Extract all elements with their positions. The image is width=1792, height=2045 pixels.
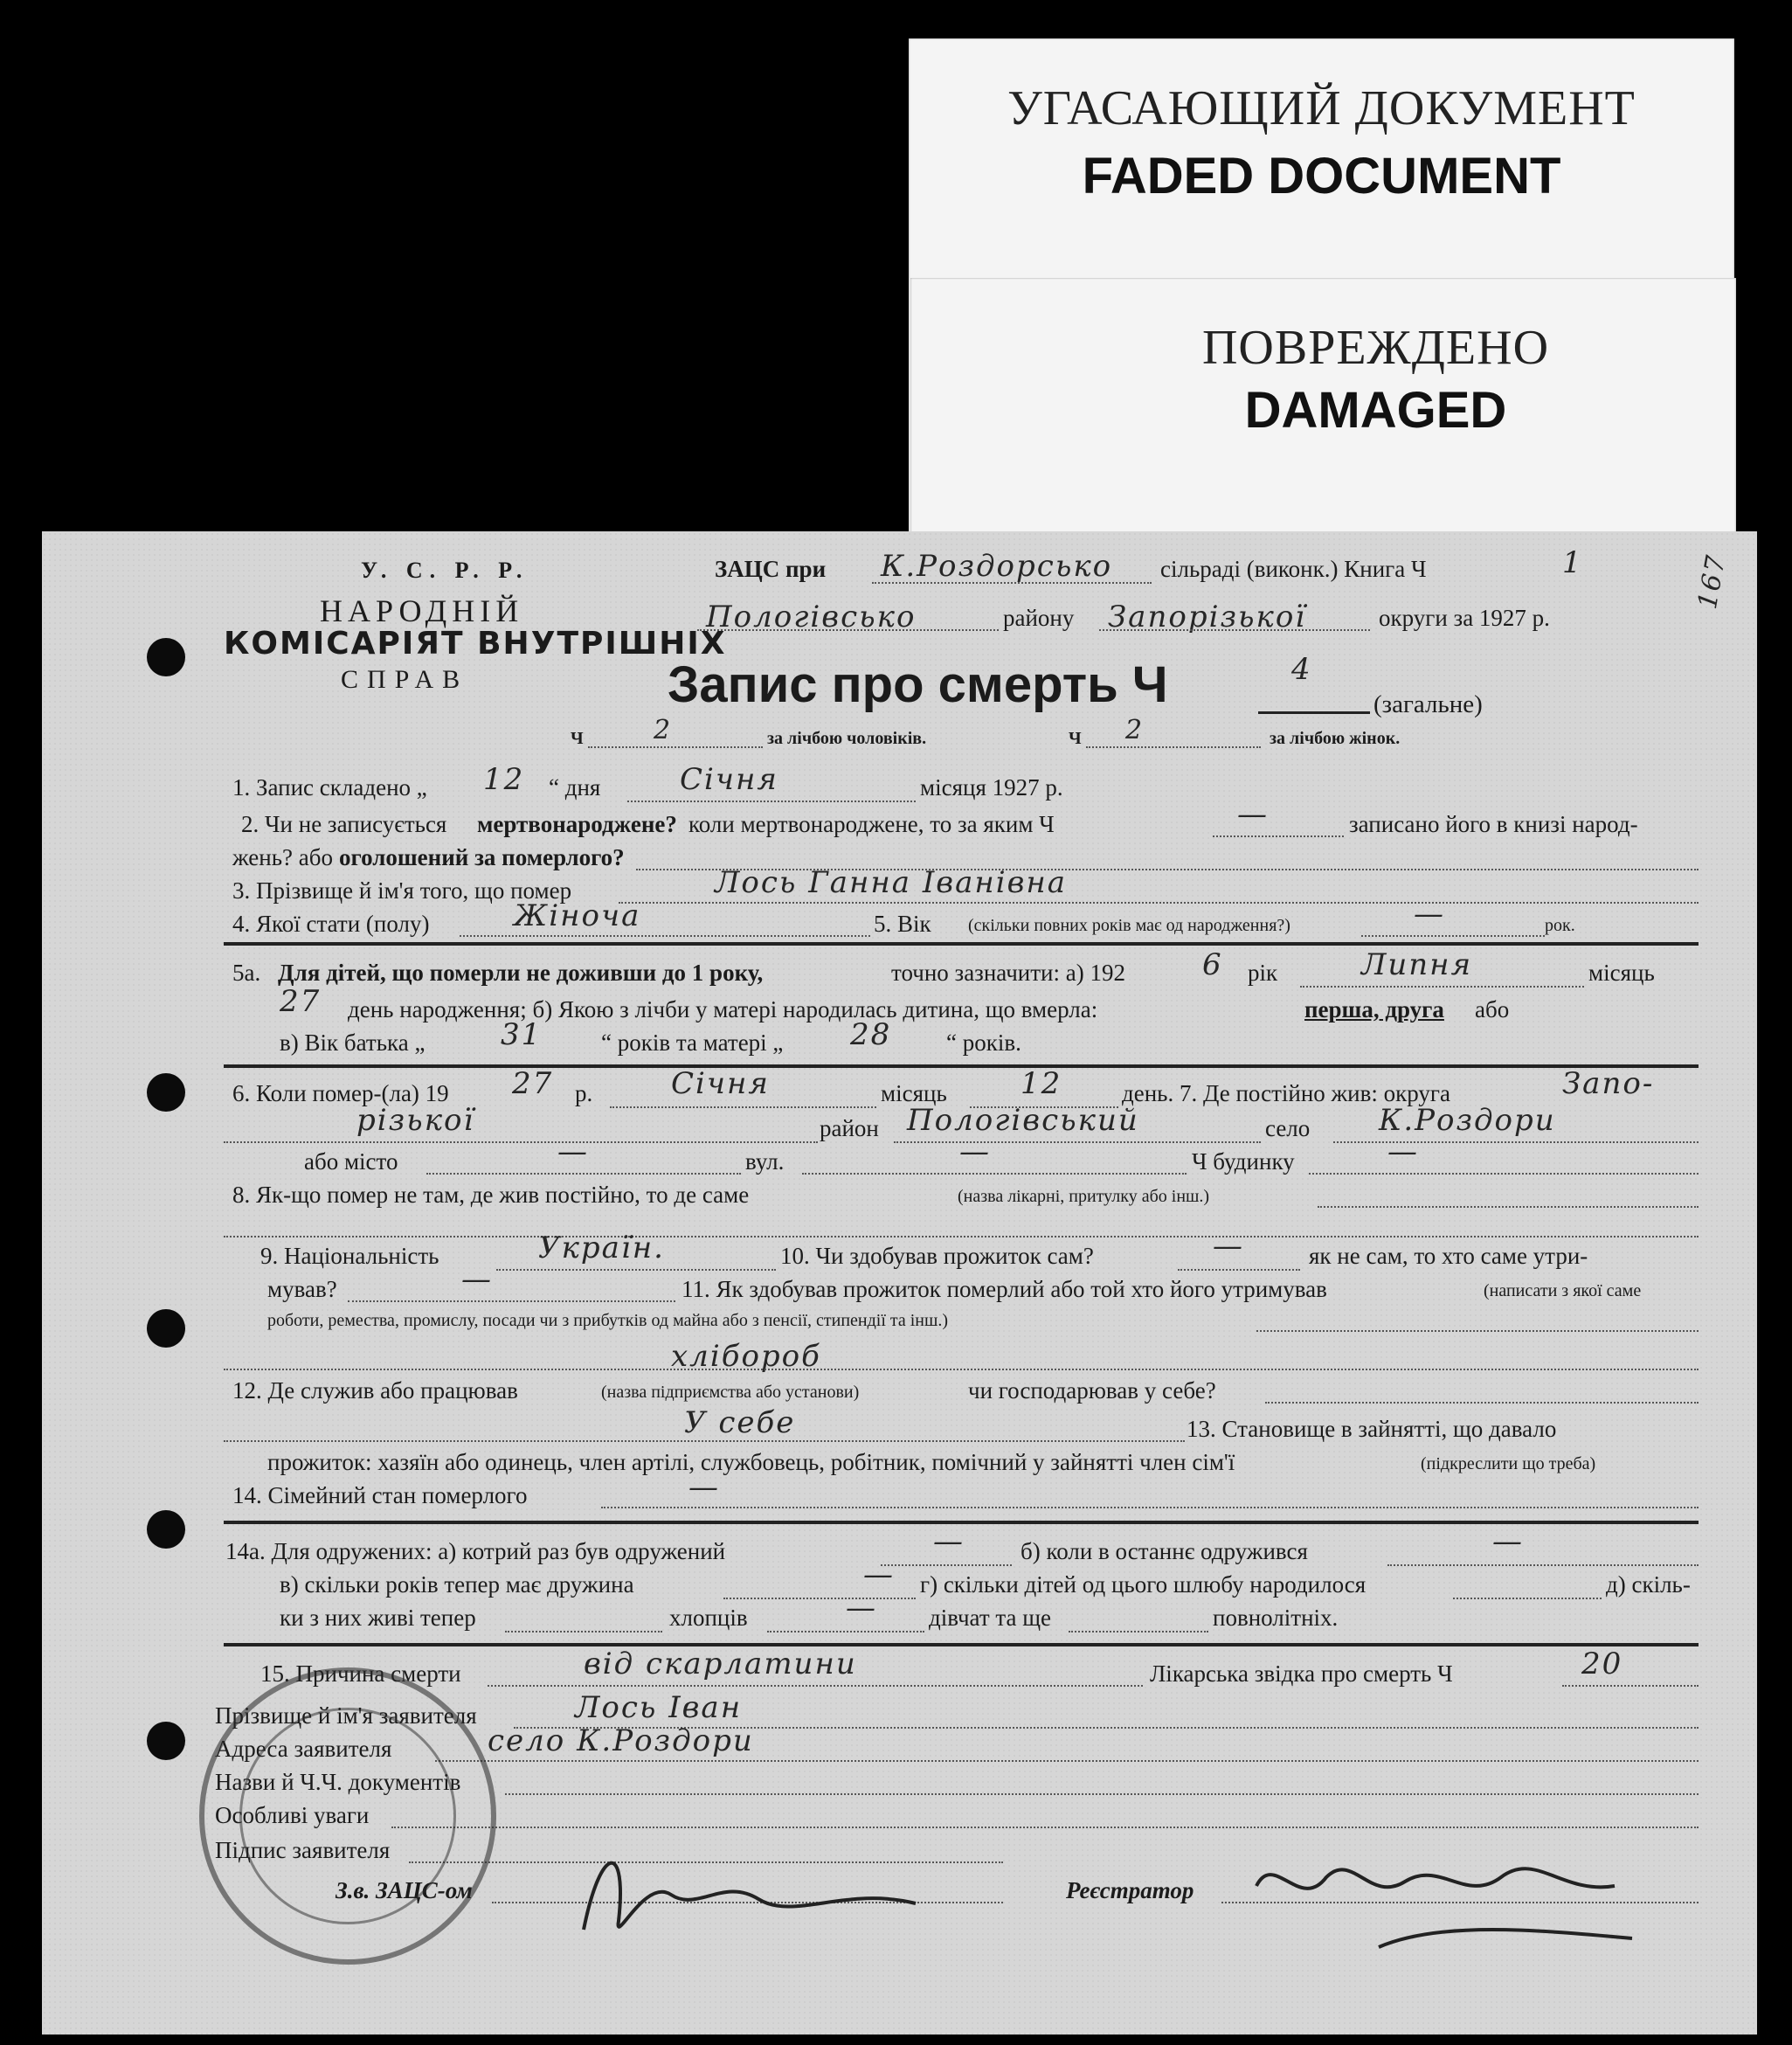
r6-label-e: район <box>820 1115 879 1141</box>
r14a-dash-g: — <box>846 1591 877 1626</box>
r10-label-a: мував? <box>267 1276 337 1302</box>
r5a-label-k: “ років. <box>946 1029 1021 1056</box>
r5a-label-j: “ років та матері „ <box>601 1029 784 1056</box>
r6-label-d: день. 7. Де постійно жив: округа <box>1122 1080 1450 1106</box>
death-record-form <box>42 531 1757 2035</box>
r6-month-handwritten: Січня <box>671 1066 770 1101</box>
r14a-label-g: хлопців <box>669 1605 748 1631</box>
r6-street-dash: — <box>959 1134 991 1169</box>
r14a-label-d: г) скільки дітей од цього шлюбу народилося <box>920 1571 1366 1598</box>
r13-label-a: 13. Становище в зайнятті, що давало <box>1187 1416 1557 1442</box>
r13-label-b: прожиток: хазяїн або одинець, член артілі, службовець, робітник, помічний у зайнятті член сім'ї <box>267 1449 1235 1475</box>
r1-day-handwritten: 12 <box>483 762 525 797</box>
men-count-handwritten: 2 <box>654 715 673 745</box>
r14a-dash-a: — <box>933 1524 965 1559</box>
r1-month-handwritten: Січня <box>680 762 778 797</box>
r6-okruha-handwritten: Запо- <box>1562 1066 1655 1101</box>
r5a-month-handwritten: Липня <box>1361 947 1473 982</box>
r3-deceased-name-handwritten: Лось Ганна Іванівна <box>715 865 1068 900</box>
r14a-dash-c: — <box>863 1557 895 1592</box>
r9-nationality-handwritten: Україн. <box>538 1230 665 1265</box>
faded-label-en: FADED DOCUMENT <box>1082 148 1561 204</box>
r10-label-c: (написати з якої саме <box>1484 1281 1642 1300</box>
r5a-label-a: 5а. <box>232 960 261 986</box>
r6-label-g: або місто <box>304 1148 398 1175</box>
raion-label: району <box>1003 605 1075 631</box>
registrar-signature <box>1248 1834 1650 1965</box>
r5a-father-age-handwritten: 31 <box>501 1017 543 1052</box>
registrar-label: Реєстратор <box>1066 1877 1194 1903</box>
raion-handwritten: Пологівсько <box>706 600 917 634</box>
r14a-label-c: в) скільки років тепер має дружина <box>280 1571 634 1598</box>
r10-dash: — <box>461 1262 493 1297</box>
r9-label-b: 10. Чи здобував прожиток сам? <box>780 1243 1094 1269</box>
r13-label-c: (підкреслити що треба) <box>1421 1454 1596 1473</box>
record-number-handwritten: 4 <box>1291 652 1312 687</box>
punch-hole <box>147 1073 185 1112</box>
applicant-signature <box>566 1825 933 1956</box>
book-number-handwritten: 1 <box>1562 545 1583 580</box>
r5a-label-f: день народження; б) Якою з лічби у матері народилась дитина, що вмерла: <box>348 996 1098 1022</box>
r4-label-b: 5. Вік <box>874 911 931 937</box>
header-ussr: У. С. Р. Р. <box>361 558 529 583</box>
r15-cause-handwritten: від скарлатини <box>584 1646 857 1681</box>
women-count-label: за лічбою жінок. <box>1270 729 1401 748</box>
r6-label-f: село <box>1265 1115 1311 1141</box>
men-no-prefix: Ч <box>571 729 584 748</box>
r4-label-d: рок. <box>1545 916 1575 935</box>
r2-label-d: записано його в книзі народ- <box>1349 811 1638 837</box>
r2-label-e: жень? або <box>232 844 334 870</box>
form-title: Запис про смерть Ч <box>668 656 1168 713</box>
women-no-prefix: Ч <box>1069 729 1082 748</box>
r5a-label-i: в) Вік батька „ <box>280 1029 426 1056</box>
special-notes-label: Особливі уваги <box>215 1802 370 1828</box>
r5a-label-h: або <box>1475 996 1510 1022</box>
r1-label-a: 1. Запис складено „ <box>232 774 427 801</box>
r5a-year-handwritten: 6 <box>1202 947 1223 982</box>
r6-city-dash: — <box>557 1134 589 1169</box>
r14a-label-b: б) коли в останнє одружився <box>1021 1538 1308 1564</box>
r9-label-a: 9. Національність <box>260 1243 439 1269</box>
r5a-day-handwritten: 27 <box>280 984 322 1019</box>
r15-certificate-number-handwritten: 20 <box>1581 1646 1623 1681</box>
zags-handwritten: К.Роздорсько <box>881 549 1113 584</box>
r6-selo-handwritten: К.Роздори <box>1379 1103 1556 1138</box>
r14-label: 14. Сімейний стан померлого <box>232 1482 528 1508</box>
applicant-address-label: Адреса заявителя <box>215 1736 392 1762</box>
r8-label-b: (назва лікарні, притулку або інш.) <box>958 1187 1210 1206</box>
r5a-label-b: Для дітей, що померли не доживши до 1 року, <box>278 960 764 986</box>
faded-label-ru: УГАСАЮЩИЙ ДОКУМЕНТ <box>1007 81 1636 135</box>
r6-label-a: 6. Коли помер-(ла) 19 <box>232 1080 449 1106</box>
r4-label-c: (скільки повних років має од народження?) <box>968 916 1290 935</box>
r14a-label-f: ки з них живі тепер <box>280 1605 476 1631</box>
r2-label-c: коли мертвонароджене, то за яким Ч <box>688 811 1055 837</box>
r6-day-handwritten: 12 <box>1021 1066 1062 1101</box>
header-komisariat: КОМІСАРІЯТ ВНУТРІШНІХ <box>224 626 727 662</box>
r6-house-dash: — <box>1387 1134 1419 1169</box>
zags-suffix: сільраді (виконк.) Книга Ч <box>1160 556 1427 582</box>
r14a-dash-b: — <box>1492 1524 1524 1559</box>
r6-label-i: Ч будинку <box>1192 1148 1295 1175</box>
r4-dash: — <box>1414 897 1445 932</box>
punch-hole <box>147 1722 185 1760</box>
r12-label-a: 12. Де служив або працював <box>232 1377 518 1404</box>
women-count-handwritten: 2 <box>1125 715 1145 745</box>
r14a-label-i: повнолітніх. <box>1213 1605 1339 1631</box>
applicant-name-handwritten: Лось Іван <box>575 1690 743 1725</box>
r6-label-h: вул. <box>745 1148 785 1175</box>
applicant-signature-label: Підпис заявителя <box>215 1837 391 1863</box>
r1-label-b: “ дня <box>549 774 601 801</box>
r4-sex-handwritten: Жіноча <box>514 898 641 933</box>
damaged-document-label <box>910 278 1736 566</box>
r6-okruha2-handwritten: різької <box>356 1103 475 1138</box>
punch-hole <box>147 1510 185 1549</box>
header-narodniy: НАРОДНІЙ <box>320 593 524 628</box>
r15-label-b: Лікарська звідка про смерть Ч <box>1150 1660 1453 1687</box>
damaged-label-ru: ПОВРЕЖДЕНО <box>1201 321 1550 375</box>
r14-dash: — <box>688 1470 720 1505</box>
header-sprav: СПРАВ <box>341 665 469 694</box>
r9-label-c: як не сам, то хто саме утри- <box>1309 1243 1588 1269</box>
r2-label-f: оголошений за померлого? <box>339 844 625 870</box>
r10-label-b: 11. Як здобував прожиток померлий або той хто його утримував <box>682 1276 1327 1302</box>
r11-occupation-handwritten: хлібороб <box>671 1339 821 1374</box>
r9-dash: — <box>1213 1229 1244 1264</box>
zags-official-label: З.в. ЗАЦС-ом <box>336 1877 473 1903</box>
r4-label-a: 4. Якої стати (полу) <box>232 911 430 937</box>
okruh-label: округи за 1927 р. <box>1379 605 1550 631</box>
r2-dash: — <box>1237 797 1269 832</box>
damaged-label-en: DAMAGED <box>1244 382 1507 439</box>
r5a-label-c: точно зазначити: а) 192 <box>891 960 1125 986</box>
r6-label-c: місяць <box>881 1080 947 1106</box>
r5a-label-d: рік <box>1248 960 1278 986</box>
r6-raion-handwritten: Пологівський <box>907 1103 1139 1138</box>
r14a-label-e: д) скіль- <box>1606 1571 1691 1598</box>
men-count-label: за лічбою чоловіків. <box>767 729 927 748</box>
documents-label: Назви й Ч.Ч. документів <box>215 1769 461 1795</box>
zags-prefix: ЗАЦС при <box>715 556 827 582</box>
applicant-name-label: Прізвище й ім'я заявителя <box>215 1702 477 1729</box>
okruh-handwritten: Запорізької <box>1108 600 1307 634</box>
r12-workplace-handwritten: У себе <box>684 1405 796 1440</box>
r2-label-b: мертвонароджене? <box>477 811 677 837</box>
applicant-address-handwritten: село К.Роздори <box>488 1723 754 1758</box>
official-round-stamp <box>199 1667 496 1965</box>
corner-number-handwritten: 167 <box>1692 551 1733 612</box>
r3-label: 3. Прізвище й ім'я того, що помер <box>232 877 572 904</box>
r14a-label-h: дівчат та ще <box>929 1605 1052 1631</box>
r5a-label-e: місяць <box>1588 960 1655 986</box>
r15-label-a: 15. Причина смерти <box>260 1660 461 1687</box>
punch-hole <box>147 1309 185 1348</box>
r6-label-b: р. <box>575 1080 593 1106</box>
r5a-mother-age-handwritten: 28 <box>850 1017 892 1052</box>
r14a-label-a: 14а. Для одружених: а) котрий раз був одружений <box>225 1538 726 1564</box>
title-general: (загальне) <box>1373 690 1483 718</box>
r10-label-d: роботи, ремества, промислу, посади чи з прибутків од майна або з пенсії, стипендії та інш.) <box>267 1311 949 1330</box>
r12-label-c: чи господарював у себе? <box>968 1377 1216 1404</box>
r12-label-b: (назва підприємства або установи) <box>601 1383 860 1402</box>
punch-hole <box>147 638 185 676</box>
r6-year-handwritten: 27 <box>512 1066 554 1101</box>
r2-label-a: 2. Чи не записується <box>241 811 447 837</box>
r8-label-a: 8. Як-що помер не там, де жив постійно, то де саме <box>232 1182 750 1208</box>
r1-label-c: місяця 1927 р. <box>920 774 1063 801</box>
r5a-label-g: перша, друга <box>1304 996 1444 1022</box>
